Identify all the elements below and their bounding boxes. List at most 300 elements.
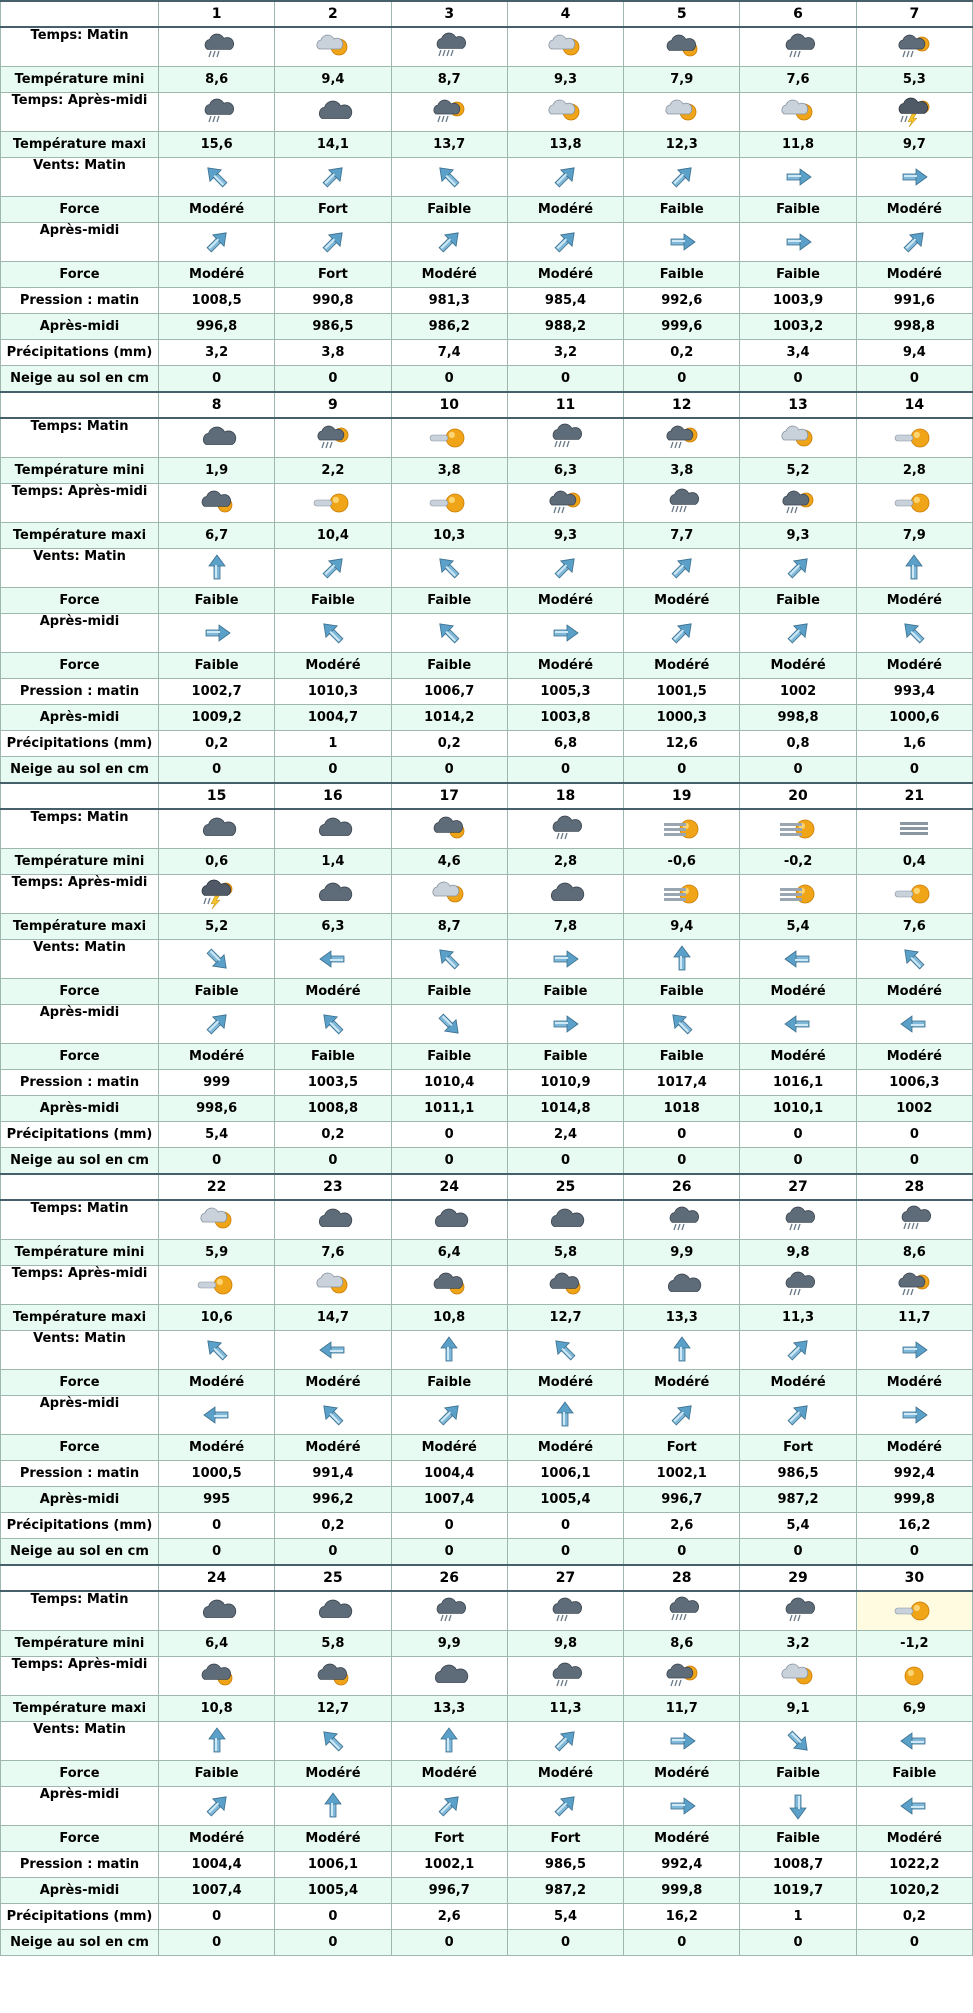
- precipitation-value: 0: [275, 1904, 391, 1930]
- force-row: [1, 1435, 973, 1461]
- rain-cloud-icon: [740, 1266, 856, 1305]
- force-value: Modéré: [159, 197, 275, 223]
- day-number: 7: [856, 1, 972, 27]
- min-temp-value: 4,6: [391, 849, 507, 875]
- snow-value: 0: [856, 366, 972, 393]
- min-temp-value: 9,4: [275, 67, 391, 93]
- row-label-snow: Neige au sol en cm: [1, 757, 159, 784]
- max-temp-value: 11,3: [507, 1696, 623, 1722]
- snow-value: 0: [624, 757, 740, 784]
- day-number: 28: [624, 1565, 740, 1591]
- row-label-afternoon-wind: Après-midi: [1, 223, 159, 262]
- snow-value: 0: [275, 757, 391, 784]
- snow-value: 0: [159, 366, 275, 393]
- row-label-morning-weather: Temps: Matin: [1, 418, 159, 458]
- sun-icon: [391, 484, 507, 523]
- snow-value: 0: [856, 1148, 972, 1175]
- force-value: Faible: [507, 1044, 623, 1070]
- pressure-morning-value: 1001,5: [624, 679, 740, 705]
- max-temp-value: 6,9: [856, 1696, 972, 1722]
- pressure-morning-value: 1008,5: [159, 288, 275, 314]
- sun-icon: [391, 418, 507, 458]
- dark-cloud-icon: [275, 875, 391, 914]
- precipitation-value: 6,8: [507, 731, 623, 757]
- row-label-force: Force: [1, 653, 159, 679]
- dark-cloud-icon: [159, 1591, 275, 1631]
- fog-sun-icon: [624, 875, 740, 914]
- rain-sun-icon: [275, 418, 391, 458]
- force-value: Modéré: [624, 1370, 740, 1396]
- fog-sun-icon: [740, 875, 856, 914]
- morning-wind-row: [1, 1722, 973, 1761]
- pressure-afternoon-value: 1003,8: [507, 705, 623, 731]
- heavy-rain-cloud-icon: [856, 1200, 972, 1240]
- wind-southeast-arrow-icon: [391, 1005, 507, 1044]
- wind-east-arrow-icon: [624, 223, 740, 262]
- min-temp-value: 0,6: [159, 849, 275, 875]
- pressure-afternoon-value: 1009,2: [159, 705, 275, 731]
- force-value: Fort: [391, 1826, 507, 1852]
- precipitation-value: 9,4: [856, 340, 972, 366]
- sun-cloud-icon: [624, 93, 740, 132]
- force-value: Modéré: [740, 1044, 856, 1070]
- wind-northwest-arrow-icon: [275, 1396, 391, 1435]
- max-temp-value: 7,6: [856, 914, 972, 940]
- afternoon-wind-row: [1, 1005, 973, 1044]
- precipitation-value: 5,4: [507, 1904, 623, 1930]
- pressure-afternoon-row: [1, 1878, 973, 1904]
- max-temp-value: 5,4: [740, 914, 856, 940]
- force-value: Fort: [507, 1826, 623, 1852]
- wind-west-arrow-icon: [275, 940, 391, 979]
- heavy-rain-cloud-icon: [624, 484, 740, 523]
- day-number: 10: [391, 392, 507, 418]
- pressure-morning-row: [1, 1070, 973, 1096]
- day-header-row: [1, 1, 973, 27]
- snow-value: 0: [159, 1930, 275, 1956]
- max-temp-value: 9,3: [507, 523, 623, 549]
- precipitation-value: 3,4: [740, 340, 856, 366]
- wind-northeast-arrow-icon: [740, 614, 856, 653]
- precipitation-value: 0: [507, 1513, 623, 1539]
- min-temp-value: 6,4: [159, 1631, 275, 1657]
- sun-cloud-icon: [507, 27, 623, 67]
- pressure-afternoon-value: 998,8: [856, 314, 972, 340]
- afternoon-weather-row: [1, 1266, 973, 1305]
- day-number: 21: [856, 783, 972, 809]
- precipitation-row: [1, 1122, 973, 1148]
- pressure-morning-value: 985,4: [507, 288, 623, 314]
- min-temp-value: 8,6: [856, 1240, 972, 1266]
- pressure-morning-value: 986,5: [507, 1852, 623, 1878]
- precipitation-row: [1, 1904, 973, 1930]
- snow-value: 0: [391, 1148, 507, 1175]
- force-row: [1, 262, 973, 288]
- max-temp-value: 9,3: [740, 523, 856, 549]
- row-label-morning-weather: Temps: Matin: [1, 809, 159, 849]
- pressure-afternoon-value: 1018: [624, 1096, 740, 1122]
- day-number: 18: [507, 783, 623, 809]
- row-label-force: Force: [1, 588, 159, 614]
- wind-north-arrow-icon: [507, 1396, 623, 1435]
- pressure-afternoon-value: 999,6: [624, 314, 740, 340]
- min-temp-row: [1, 1240, 973, 1266]
- min-temp-value: 7,6: [740, 67, 856, 93]
- max-temp-row: [1, 132, 973, 158]
- precipitation-value: 1: [275, 731, 391, 757]
- force-value: Faible: [740, 197, 856, 223]
- precipitation-value: 1,6: [856, 731, 972, 757]
- row-label-max-temp: Température maxi: [1, 132, 159, 158]
- sun-cloud-icon: [275, 1266, 391, 1305]
- snow-value: 0: [856, 1930, 972, 1956]
- row-label-afternoon-wind: Après-midi: [1, 1787, 159, 1826]
- wind-northeast-arrow-icon: [624, 158, 740, 197]
- cloud-sun-icon: [159, 484, 275, 523]
- force-value: Faible: [740, 262, 856, 288]
- heavy-rain-cloud-icon: [507, 418, 623, 458]
- max-temp-value: 10,8: [391, 1305, 507, 1331]
- rain-cloud-icon: [159, 27, 275, 67]
- morning-wind-row: [1, 158, 973, 197]
- max-temp-value: 7,8: [507, 914, 623, 940]
- force-row: [1, 588, 973, 614]
- force-value: Modéré: [624, 1826, 740, 1852]
- wind-west-arrow-icon: [856, 1005, 972, 1044]
- snow-value: 0: [624, 366, 740, 393]
- force-value: Faible: [740, 1761, 856, 1787]
- pressure-morning-value: 981,3: [391, 288, 507, 314]
- pressure-morning-row: [1, 1852, 973, 1878]
- min-temp-value: 9,9: [391, 1631, 507, 1657]
- sun-cloud-icon: [159, 1200, 275, 1240]
- force-value: Modéré: [856, 588, 972, 614]
- sun-icon: [856, 875, 972, 914]
- wind-east-arrow-icon: [740, 158, 856, 197]
- row-label-force: Force: [1, 1370, 159, 1396]
- wind-west-arrow-icon: [856, 1722, 972, 1761]
- afternoon-wind-row: [1, 1787, 973, 1826]
- row-label-force: Force: [1, 1435, 159, 1461]
- wind-east-arrow-icon: [507, 614, 623, 653]
- cloud-sun-icon: [507, 1266, 623, 1305]
- afternoon-wind-row: [1, 223, 973, 262]
- wind-northwest-arrow-icon: [159, 158, 275, 197]
- pressure-morning-value: 993,4: [856, 679, 972, 705]
- row-label-force: Force: [1, 1044, 159, 1070]
- force-row: [1, 653, 973, 679]
- row-label-afternoon-wind: Après-midi: [1, 614, 159, 653]
- heavy-rain-cloud-icon: [391, 27, 507, 67]
- max-temp-value: 11,7: [856, 1305, 972, 1331]
- precipitation-value: 0: [856, 1122, 972, 1148]
- day-number: 30: [856, 1565, 972, 1591]
- day-number: 29: [740, 1565, 856, 1591]
- pressure-afternoon-value: 1005,4: [507, 1487, 623, 1513]
- max-temp-value: 9,1: [740, 1696, 856, 1722]
- precipitation-value: 0: [159, 1513, 275, 1539]
- min-temp-row: [1, 849, 973, 875]
- wind-northeast-arrow-icon: [275, 158, 391, 197]
- pressure-afternoon-value: 999,8: [624, 1878, 740, 1904]
- snow-value: 0: [275, 1539, 391, 1566]
- force-value: Modéré: [159, 1826, 275, 1852]
- rain-cloud-icon: [740, 27, 856, 67]
- morning-wind-row: [1, 940, 973, 979]
- wind-west-arrow-icon: [740, 940, 856, 979]
- force-value: Faible: [740, 1826, 856, 1852]
- snow-value: 0: [507, 1930, 623, 1956]
- precipitation-value: 0,2: [275, 1122, 391, 1148]
- row-label-pressure-morning: Pression : matin: [1, 1461, 159, 1487]
- force-value: Faible: [507, 979, 623, 1005]
- force-value: Modéré: [507, 197, 623, 223]
- cloud-sun-icon: [624, 27, 740, 67]
- force-value: Modéré: [507, 1370, 623, 1396]
- rain-cloud-icon: [740, 1591, 856, 1631]
- dark-cloud-icon: [275, 1591, 391, 1631]
- day-number: 12: [624, 392, 740, 418]
- wind-northeast-arrow-icon: [624, 614, 740, 653]
- wind-northeast-arrow-icon: [275, 549, 391, 588]
- force-value: Faible: [624, 197, 740, 223]
- force-value: Modéré: [624, 653, 740, 679]
- morning-weather-row: [1, 418, 973, 458]
- pressure-afternoon-row: [1, 1487, 973, 1513]
- pressure-morning-value: 1005,3: [507, 679, 623, 705]
- max-temp-value: 12,3: [624, 132, 740, 158]
- max-temp-value: 10,3: [391, 523, 507, 549]
- precipitation-value: 2,6: [391, 1904, 507, 1930]
- row-label-snow: Neige au sol en cm: [1, 1539, 159, 1566]
- row-label-afternoon-weather: Temps: Après-midi: [1, 484, 159, 523]
- precipitation-value: 3,2: [507, 340, 623, 366]
- fog-sun-icon: [740, 809, 856, 849]
- min-temp-value: 2,8: [856, 458, 972, 484]
- max-temp-value: 13,7: [391, 132, 507, 158]
- day-number: 8: [159, 392, 275, 418]
- precipitation-value: 12,6: [624, 731, 740, 757]
- force-value: Faible: [159, 588, 275, 614]
- force-value: Modéré: [391, 262, 507, 288]
- force-value: Faible: [856, 1761, 972, 1787]
- min-temp-value: 0,4: [856, 849, 972, 875]
- row-label-max-temp: Température maxi: [1, 523, 159, 549]
- row-label-min-temp: Température mini: [1, 67, 159, 93]
- force-value: Modéré: [856, 197, 972, 223]
- snow-value: 0: [624, 1148, 740, 1175]
- row-label-pressure-afternoon: Après-midi: [1, 314, 159, 340]
- pressure-afternoon-value: 986,5: [275, 314, 391, 340]
- wind-northwest-arrow-icon: [856, 614, 972, 653]
- snow-value: 0: [159, 1148, 275, 1175]
- precipitation-value: 16,2: [856, 1513, 972, 1539]
- force-value: Modéré: [856, 1435, 972, 1461]
- day-number: 19: [624, 783, 740, 809]
- precipitation-value: 16,2: [624, 1904, 740, 1930]
- precipitation-row: [1, 1513, 973, 1539]
- snow-value: 0: [740, 1930, 856, 1956]
- sun-cloud-icon: [507, 93, 623, 132]
- min-temp-value: 8,6: [624, 1631, 740, 1657]
- max-temp-value: 10,4: [275, 523, 391, 549]
- force-row: [1, 1826, 973, 1852]
- pressure-morning-value: 990,8: [275, 288, 391, 314]
- force-value: Modéré: [275, 653, 391, 679]
- pressure-morning-value: 1000,5: [159, 1461, 275, 1487]
- wind-north-arrow-icon: [624, 940, 740, 979]
- row-label-morning-wind: Vents: Matin: [1, 940, 159, 979]
- wind-east-arrow-icon: [856, 1396, 972, 1435]
- header-corner: [1, 783, 159, 809]
- max-temp-value: 5,2: [159, 914, 275, 940]
- pressure-morning-value: 1010,3: [275, 679, 391, 705]
- morning-weather-row: [1, 27, 973, 67]
- rain-cloud-icon: [159, 93, 275, 132]
- pressure-afternoon-value: 996,7: [624, 1487, 740, 1513]
- wind-east-arrow-icon: [624, 1787, 740, 1826]
- pressure-afternoon-value: 1007,4: [159, 1878, 275, 1904]
- min-temp-value: 5,2: [740, 458, 856, 484]
- pressure-afternoon-value: 996,8: [159, 314, 275, 340]
- wind-northeast-arrow-icon: [507, 223, 623, 262]
- min-temp-row: [1, 458, 973, 484]
- force-value: Modéré: [507, 653, 623, 679]
- snow-row: [1, 1148, 973, 1175]
- cloud-sun-icon: [275, 1657, 391, 1696]
- force-value: Modéré: [159, 1044, 275, 1070]
- day-number: 28: [856, 1174, 972, 1200]
- pressure-afternoon-value: 1000,3: [624, 705, 740, 731]
- morning-wind-row: [1, 549, 973, 588]
- max-temp-value: 13,8: [507, 132, 623, 158]
- fog-icon: [856, 809, 972, 849]
- row-label-max-temp: Température maxi: [1, 1305, 159, 1331]
- pressure-afternoon-value: 986,2: [391, 314, 507, 340]
- row-label-precipitation: Précipitations (mm): [1, 1904, 159, 1930]
- wind-northeast-arrow-icon: [275, 223, 391, 262]
- force-value: Modéré: [159, 1370, 275, 1396]
- precipitation-value: 0: [159, 1904, 275, 1930]
- day-number: 16: [275, 783, 391, 809]
- force-row: [1, 197, 973, 223]
- force-value: Modéré: [159, 1435, 275, 1461]
- force-value: Faible: [391, 1044, 507, 1070]
- dark-cloud-icon: [159, 809, 275, 849]
- pressure-afternoon-value: 1005,4: [275, 1878, 391, 1904]
- rain-sun-icon: [391, 93, 507, 132]
- snow-value: 0: [159, 1539, 275, 1566]
- force-value: Modéré: [856, 1370, 972, 1396]
- force-value: Modéré: [856, 653, 972, 679]
- force-value: Modéré: [856, 262, 972, 288]
- precipitation-value: 0,2: [159, 731, 275, 757]
- wind-east-arrow-icon: [624, 1722, 740, 1761]
- wind-east-arrow-icon: [159, 614, 275, 653]
- max-temp-value: 6,7: [159, 523, 275, 549]
- pressure-morning-value: 986,5: [740, 1461, 856, 1487]
- snow-value: 0: [275, 366, 391, 393]
- sun-icon: [856, 484, 972, 523]
- force-value: Modéré: [391, 1761, 507, 1787]
- wind-northwest-arrow-icon: [624, 1005, 740, 1044]
- snow-value: 0: [740, 366, 856, 393]
- snow-value: 0: [507, 757, 623, 784]
- max-temp-value: 11,8: [740, 132, 856, 158]
- pressure-morning-value: 1006,7: [391, 679, 507, 705]
- day-number: 11: [507, 392, 623, 418]
- snow-row: [1, 366, 973, 393]
- wind-north-arrow-icon: [856, 549, 972, 588]
- pressure-morning-row: [1, 679, 973, 705]
- rain-cloud-icon: [507, 1591, 623, 1631]
- precipitation-value: 0: [624, 1122, 740, 1148]
- row-label-pressure-afternoon: Après-midi: [1, 1878, 159, 1904]
- pressure-morning-value: 992,4: [624, 1852, 740, 1878]
- wind-north-arrow-icon: [159, 549, 275, 588]
- pressure-afternoon-value: 996,7: [391, 1878, 507, 1904]
- wind-north-arrow-icon: [391, 1722, 507, 1761]
- morning-wind-row: [1, 1331, 973, 1370]
- pressure-morning-value: 1008,7: [740, 1852, 856, 1878]
- min-temp-value: 5,8: [275, 1631, 391, 1657]
- snow-value: 0: [740, 757, 856, 784]
- force-row: [1, 1044, 973, 1070]
- dark-cloud-icon: [624, 1266, 740, 1305]
- force-value: Faible: [275, 1044, 391, 1070]
- row-label-morning-wind: Vents: Matin: [1, 1331, 159, 1370]
- sun-cloud-icon: [391, 875, 507, 914]
- sun-icon: [856, 418, 972, 458]
- rain-cloud-icon: [624, 1200, 740, 1240]
- precipitation-value: 0,2: [391, 731, 507, 757]
- afternoon-weather-row: [1, 875, 973, 914]
- snow-value: 0: [391, 1930, 507, 1956]
- max-temp-value: 12,7: [507, 1305, 623, 1331]
- wind-northeast-arrow-icon: [391, 223, 507, 262]
- min-temp-value: 9,8: [740, 1240, 856, 1266]
- clear-sun-icon: [856, 1657, 972, 1696]
- wind-northwest-arrow-icon: [159, 1331, 275, 1370]
- row-label-morning-weather: Temps: Matin: [1, 1200, 159, 1240]
- wind-northeast-arrow-icon: [624, 549, 740, 588]
- force-row: [1, 979, 973, 1005]
- wind-northwest-arrow-icon: [275, 1005, 391, 1044]
- max-temp-row: [1, 523, 973, 549]
- min-temp-value: 3,8: [624, 458, 740, 484]
- force-value: Modéré: [507, 588, 623, 614]
- force-value: Modéré: [856, 1826, 972, 1852]
- snow-value: 0: [507, 1539, 623, 1566]
- row-label-snow: Neige au sol en cm: [1, 1148, 159, 1175]
- rain-sun-icon: [624, 1657, 740, 1696]
- min-temp-row: [1, 67, 973, 93]
- force-value: Modéré: [740, 653, 856, 679]
- wind-northwest-arrow-icon: [275, 614, 391, 653]
- force-value: Modéré: [740, 1370, 856, 1396]
- rain-sun-icon: [856, 27, 972, 67]
- rain-sun-icon: [856, 1266, 972, 1305]
- min-temp-value: 5,8: [507, 1240, 623, 1266]
- wind-northeast-arrow-icon: [507, 1722, 623, 1761]
- dark-cloud-icon: [275, 809, 391, 849]
- day-number: 6: [740, 1, 856, 27]
- max-temp-value: 12,7: [275, 1696, 391, 1722]
- sun-icon: [856, 1591, 972, 1631]
- day-number: 17: [391, 783, 507, 809]
- rain-sun-icon: [740, 484, 856, 523]
- pressure-afternoon-value: 1008,8: [275, 1096, 391, 1122]
